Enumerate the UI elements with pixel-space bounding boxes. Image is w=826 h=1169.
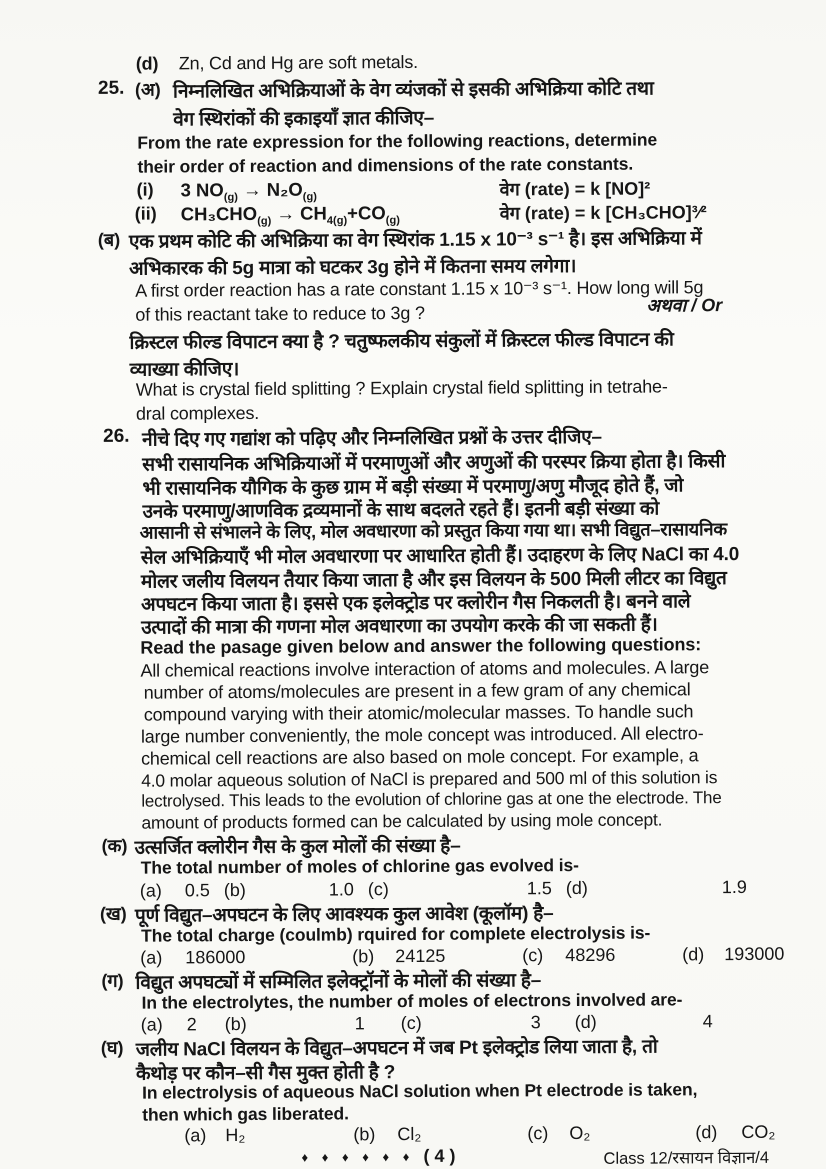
q26-intro-hindi: नीचे दिए गए गद्यांश को पढ़िए और निम्नलिखित प्रश्नों के उत्तर दीजिए– bbox=[142, 426, 602, 451]
opt-key: (a) bbox=[184, 1125, 207, 1146]
opt-key: (d) bbox=[682, 944, 705, 965]
q26-en-6: 4.0 molar aqueous solution of NaCl is prepared and 500 ml of this solution is bbox=[141, 767, 718, 791]
q25-b-hindi-1: एक प्रथम कोटि की अभिक्रिया का वेग स्थिरांक 1.15 x 10⁻³ s⁻¹ है। इस अभिक्रिया में bbox=[128, 228, 702, 253]
part-ga-label: (ग) bbox=[101, 970, 124, 991]
part-ka-label: (क) bbox=[101, 835, 128, 856]
q26-hi-3: उनके परमाणु/आणविक द्रव्यमानों के साथ बदलते रहते हैं। इतनी बड़ी संख्या को bbox=[142, 498, 660, 523]
diamond-separator-icon: ♦ ♦ ♦ ♦ ♦ ♦ bbox=[301, 1149, 415, 1165]
q25-or-en-2: dral complexes. bbox=[135, 402, 260, 424]
part-ga-hi: विद्युत अपघट्यों में सम्मिलित इलेक्ट्रॉनों के मोलों की संख्या है– bbox=[135, 970, 542, 994]
opt-value: 24125 bbox=[395, 945, 446, 967]
part-gha-en-2: then which gas liberated. bbox=[142, 1103, 349, 1125]
q25-number: 25. bbox=[97, 77, 125, 99]
rx2-part1: CH₃CHO bbox=[180, 202, 258, 225]
opt-key: (b) bbox=[224, 1014, 247, 1035]
q26-hi-1: सभी रासायनिक अभिक्रियाओं में परमाणुओं और अणुओं की परस्पर क्रिया होता है। किसी bbox=[142, 451, 726, 476]
opt-key: (c) bbox=[527, 1123, 549, 1144]
q25-or-english-2 bbox=[0, 399, 825, 424]
part-kha-hi: पूर्ण विद्युत–अपघटन के लिए आवश्यक कुल आवेश (कूलॉम) है– bbox=[134, 903, 554, 927]
part-ka-hi: उत्सर्जित क्लोरीन गैस के कुल मोलों की संख्या है– bbox=[134, 835, 461, 859]
rx2-part3: +CO bbox=[347, 202, 386, 224]
opt-key: (d) bbox=[565, 877, 588, 899]
q25-b-marker: (ब) bbox=[97, 229, 121, 250]
q25-en-2: their order of reaction and dimensions of the rate constants. bbox=[137, 153, 634, 177]
q25-b-line-1 bbox=[0, 223, 824, 253]
rx1-state2: (g) bbox=[302, 191, 317, 204]
opt-key: (c) bbox=[400, 1012, 422, 1034]
q25-english-line-2 bbox=[0, 152, 823, 177]
q25-hindi-line-1: निम्नलिखित अभिक्रियाओं के वेग व्यंजकों से इसकी अभिक्रिया कोटि तथा bbox=[172, 78, 654, 103]
opt-key: (b) bbox=[353, 1124, 376, 1145]
q26-part-gha-options bbox=[3, 1121, 826, 1146]
opt-value: Cl₂ bbox=[397, 1123, 422, 1145]
q25-b-en-2: of this reactant take to reduce to 3g ? bbox=[135, 302, 425, 325]
q25-b-en-1: A first order reaction has a rate constant 1.15 x 10⁻³ s⁻¹. How long will 5g bbox=[135, 277, 704, 301]
q25-or-hindi-1 bbox=[0, 324, 824, 354]
rx1-state1: (g) bbox=[223, 191, 239, 204]
q26-hi-2: भी रासायनिक यौगिक के कुछ ग्राम में बड़ी संख्या में परमाणु/अणु मौजूद होते हैं, जो bbox=[142, 475, 684, 500]
reaction-ii-formula bbox=[181, 202, 400, 228]
page-number: ( 4 ) bbox=[423, 1145, 456, 1166]
q25-b-english-2 bbox=[0, 295, 824, 325]
q26-hi-6: मोलर जलीय विलयन तैयार किया जाता है और इस विलयन के 500 मिली लीटर का विद्युत bbox=[140, 568, 727, 593]
reaction-ii-marker: (ii) bbox=[134, 203, 157, 224]
reaction-ii-line bbox=[0, 199, 824, 228]
opt-value: 48296 bbox=[565, 944, 616, 966]
q26-hi-4: आसानी से संभालने के लिए, मोल अवधारणा को प्रस्तुत किया गया था। सभी विद्युत–रासायनिक bbox=[139, 519, 728, 543]
part-ka-en: The total number of moles of chlorine gas evolved is- bbox=[140, 854, 579, 878]
q25-or-en-1: What is crystal field splitting ? Explain crystal field splitting in tetrahe- bbox=[135, 376, 668, 400]
part-gha-hi-2: कैथोड़ पर कौन–सी गैस मुक्त होती है ? bbox=[135, 1062, 396, 1085]
opt-key: (c) bbox=[367, 879, 389, 900]
q24-option-d-text: Zn, Cd and Hg are soft metals. bbox=[178, 51, 418, 74]
q25-a-marker: (अ) bbox=[134, 79, 161, 100]
reaction-ii-rate: वेग (rate) = k [CH₃CHO]³⁄² bbox=[499, 202, 707, 224]
reaction-i-marker: (i) bbox=[136, 179, 154, 200]
opt-value: 0.5 bbox=[184, 880, 210, 901]
opt-value: 1.0 bbox=[328, 879, 354, 900]
q25-b-hindi-2: अभिकारक की 5g मात्रा को घटकर 3g होने में कितना समय लगेगा। bbox=[129, 255, 577, 280]
part-gha-label: (घ) bbox=[100, 1037, 124, 1058]
q25-en-1: From the rate expression for the following reactions, determine bbox=[137, 129, 658, 153]
part-gha-hi-1: जलीय NaCl विलयन के विद्युत–अपघटन में जब Pt इलेक्ट्रोड लिया जाता है, तो bbox=[135, 1036, 658, 1061]
rx2-part2: → CH bbox=[271, 202, 327, 224]
q26-heading-line bbox=[0, 421, 825, 451]
rx1-part1: 3 NO bbox=[180, 179, 224, 201]
part-ga-en: In the electrolytes, the number of moles of electrons involved are- bbox=[141, 989, 683, 1013]
opt-value: 3 bbox=[530, 1012, 541, 1033]
reaction-i-rate: वेग (rate) = k [NO]² bbox=[499, 178, 651, 200]
opt-key: (b) bbox=[223, 880, 246, 901]
opt-value: 2 bbox=[186, 1014, 197, 1035]
q26-en-5: chemical cell reactions are also based on mole concept. For example, a bbox=[140, 745, 699, 769]
q26-en-title: Read the pasage given below and answer the following questions: bbox=[140, 634, 702, 658]
reaction-i-line bbox=[0, 175, 824, 204]
opt-key: (a) bbox=[139, 880, 162, 901]
q25-heading-line-2 bbox=[0, 101, 823, 131]
q26-en-4: large number conveniently, the mole concept was introduced. All electro- bbox=[140, 723, 704, 747]
opt-key: (d) bbox=[695, 1122, 718, 1143]
q25-or-hi-1: क्रिस्टल फील्ड विपाटन क्या है ? चतुष्फलकीय संकुलों में क्रिस्टल फील्ड विपाटन की bbox=[129, 329, 674, 354]
opt-value: H₂ bbox=[225, 1125, 246, 1146]
opt-value: CO₂ bbox=[741, 1121, 776, 1143]
q24-option-d-marker: (d) bbox=[135, 53, 159, 74]
part-kha-label: (ख) bbox=[99, 903, 127, 924]
rx1-part2: → N₂O bbox=[237, 178, 303, 201]
q26-en-1: All chemical reactions involve interaction of atoms and molecules. A large bbox=[140, 657, 710, 681]
q26-en-7: lectrolysed. This leads to the evolution of chlorine gas at one the electrode. The bbox=[141, 788, 722, 811]
opt-key: (d) bbox=[574, 1011, 597, 1033]
opt-key: (b) bbox=[352, 946, 375, 967]
opt-value: 1.5 bbox=[526, 878, 552, 899]
opt-value: 1.9 bbox=[721, 876, 747, 898]
opt-key: (a) bbox=[140, 947, 163, 968]
q26-en-2: number of atoms/molecules are present in a few gram of any chemical bbox=[143, 679, 691, 703]
q26-hi-8: उत्पादों की मात्रा की गणना मोल अवधारणा का उपयोग करके की जा सकती हैं। bbox=[141, 614, 658, 639]
q25-hindi-line-2: वेग स्थिरांकों की इकाइयाँ ज्ञात कीजिए– bbox=[173, 107, 435, 131]
rx2-state2: 4(g) bbox=[326, 214, 348, 227]
or-divider-label: अथवा / Or bbox=[646, 295, 723, 316]
opt-key: (c) bbox=[522, 945, 544, 966]
q26-passage-en-line bbox=[0, 656, 826, 681]
q26-en-3: compound varying with their atomic/molecular masses. To handle such bbox=[143, 701, 694, 725]
part-kha-en: The total charge (coulmb) rquired for complete electrolysis is- bbox=[141, 922, 651, 946]
footer-class-label: Class 12/रसायन विज्ञान/4 bbox=[603, 1148, 770, 1168]
opt-value: 4 bbox=[702, 1011, 713, 1032]
part-gha-en-1: In electrolysis of aqueous NaCl solution when Pt electrode is taken, bbox=[142, 1079, 698, 1103]
opt-key: (a) bbox=[140, 1014, 163, 1035]
q26-hi-7: अपघटन किया जाता है। इससे एक इलेक्ट्रोड पर क्लोरीन गैस निकलती है। बनने वाले bbox=[141, 591, 691, 616]
reaction-i-formula bbox=[181, 179, 317, 204]
opt-value: 1 bbox=[354, 1013, 365, 1034]
q24-option-d-line bbox=[0, 49, 823, 74]
rx2-state1: (g) bbox=[257, 215, 272, 228]
opt-value: 193000 bbox=[724, 943, 785, 965]
q26-number: 26. bbox=[103, 425, 130, 447]
q26-en-8: amount of products formed can be calculated by using mole concept. bbox=[141, 809, 663, 833]
q26-part-kha-hindi bbox=[2, 897, 826, 927]
q25-or-english-1 bbox=[0, 375, 825, 400]
q25-or-hi-2: व्याख्या कीजिए। bbox=[129, 359, 240, 381]
opt-value: 186000 bbox=[185, 947, 246, 968]
q26-part-gha-english-1 bbox=[3, 1078, 826, 1103]
q26-hi-5: सेल अभिक्रियाएँ भी मोल अवधारणा पर आधारित होती हैं। उदाहरण के लिए NaCl का 4.0 bbox=[140, 544, 740, 569]
q25-heading-line-1 bbox=[0, 73, 823, 103]
opt-value: O₂ bbox=[569, 1122, 591, 1144]
q26-part-ka-options bbox=[2, 876, 826, 901]
rx2-state3: (g) bbox=[385, 214, 400, 227]
